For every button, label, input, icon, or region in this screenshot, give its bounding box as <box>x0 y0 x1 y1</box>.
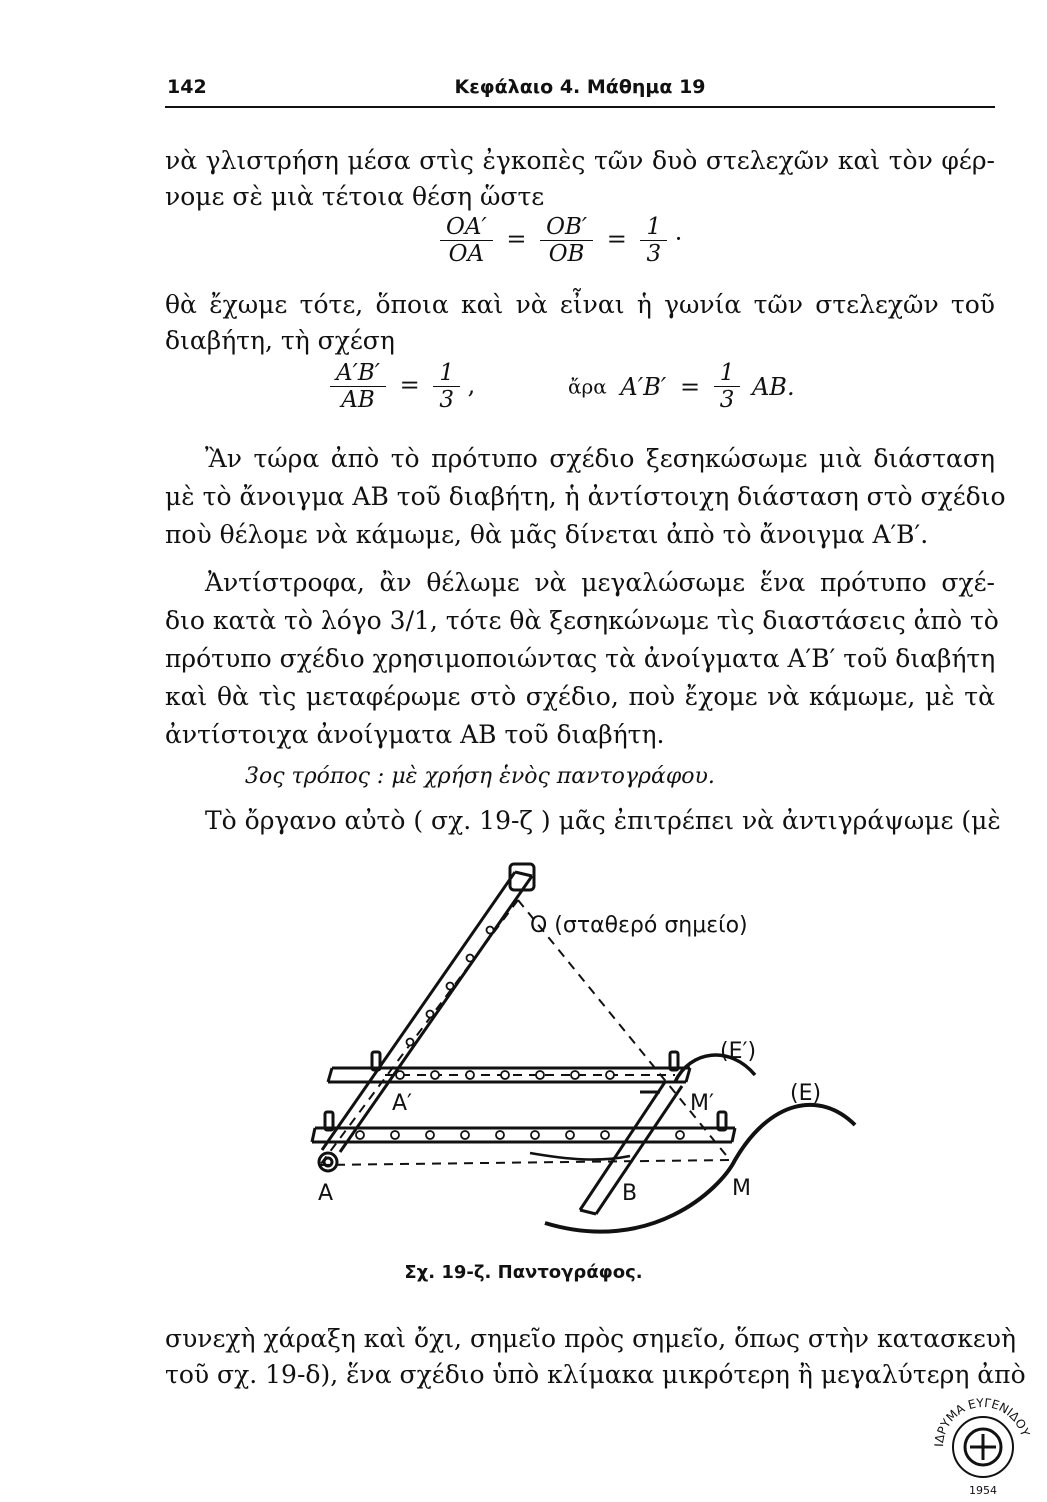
equation-ara: ἄρα A′B′ = $\frac{1}{3}$ AB. <box>568 360 795 413</box>
fraction-ob: $\frac{OB'}{OB}$ <box>540 214 593 267</box>
para3-line3: ποὺ θέλομε νὰ κάμωμε, θὰ μᾶς δίνεται ἀπὸ τὸ ἄνοιγμα A′B′. <box>165 520 929 549</box>
para1-line2: νομε σὲ μιὰ τέτοια θέση ὥστε <box>165 182 545 211</box>
para4-line5: ἀντίστοιχα ἀνοίγματα AB τοῦ διαβήτη. <box>165 720 665 749</box>
stamp-text: ΙΔΡΥΜΑ ΕΥΓΕΝΙΔΟΥ <box>931 1395 1033 1448</box>
label-o: O (σταθερό σημείο) <box>530 913 748 938</box>
label-a-prime: A′ <box>392 1091 413 1116</box>
label-e-prime: (E′) <box>720 1039 757 1064</box>
para4-line4: καὶ θὰ τὶς μεταφέρωμε στὸ σχέδιο, ποὺ ἔχομε νὰ κάμωμε, μὲ τὰ <box>165 682 995 711</box>
page-number: 142 <box>167 76 207 98</box>
para6-line1: συνεχὴ χάραξη καὶ ὄχι, σημεῖο πρὸς σημεῖο, ὅπως στὴν κατασκευὴ <box>165 1324 1016 1353</box>
dashed-line-a-m <box>320 1160 730 1165</box>
equation-ratio-o: $\frac{OA'}{OA}$ = $\frac{OB'}{OB}$ = $\frac{1}{3}$ · <box>440 214 682 267</box>
para3-line2: μὲ τὸ ἄνοιγμα AB τοῦ διαβήτη, ἡ ἀντίστοιχη διάσταση στὸ σχέδιο <box>165 482 1006 511</box>
fraction-oa: $\frac{OA'}{OA}$ <box>440 214 493 267</box>
para6-line2: τοῦ σχ. 19-δ), ἕνα σχέδιο ὑπὸ κλίμακα μικρότερη ἢ μεγαλύτερη ἀπὸ <box>165 1360 1026 1389</box>
chapter-title: Κεφάλαιο 4. Μάθημα 19 <box>454 76 706 98</box>
para3-line1: Ἂν τώρα ἀπὸ τὸ πρότυπο σχέδιο ξεσηκώσωμε μιὰ διάσταση <box>205 444 995 473</box>
pantograph-figure <box>300 860 860 1260</box>
label-m: M <box>732 1176 751 1201</box>
label-e: (E) <box>790 1081 822 1106</box>
para4-line3: πρότυπο σχέδιο χρησιμοποιώντας τὰ ἀνοίγματα A′B′ τοῦ διαβήτη <box>165 644 996 673</box>
page-header <box>165 70 995 108</box>
para4-line2: διο κατὰ τὸ λόγο 3/1, τότε θὰ ξεσηκώνωμε τὶς διαστάσεις ἀπὸ τὸ <box>165 606 999 635</box>
stamp-year: 1954 <box>969 1484 997 1497</box>
fraction-one-third-b: $\frac{1}{3}$ <box>433 360 460 413</box>
figure-caption: Σχ. 19-ζ. Παντογράφος. <box>404 1262 643 1283</box>
foundation-stamp <box>928 1392 1038 1502</box>
label-m-prime: M′ <box>690 1091 714 1116</box>
method-subheading: 3ος τρόπος : μὲ χρήση ἑνὸς παντογράφου. <box>245 764 715 789</box>
label-a: A <box>318 1181 334 1206</box>
lower-bar <box>312 1128 735 1142</box>
para2-line1: θὰ ἔχωμε τότε, ὅποια καὶ νὰ εἶναι ἡ γωνία τῶν στελεχῶν τοῦ <box>165 290 995 319</box>
equation-ab-ratio: $\frac{A'B'}{AB}$ = $\frac{1}{3}$ , <box>330 360 475 413</box>
fraction-one-third: $\frac{1}{3}$ <box>640 214 667 267</box>
para2-line2: διαβήτη, τὴ σχέση <box>165 326 395 355</box>
fraction-one-third-c: $\frac{1}{3}$ <box>714 360 741 413</box>
para4-line1: Ἀντίστροφα, ἂν θέλωμε νὰ μεγαλώσωμε ἕνα πρότυπο σχέ- <box>205 568 995 597</box>
label-b: B <box>622 1181 638 1206</box>
para5-line1: Τὸ ὄργανο αὐτὸ ( σχ. 19-ζ ) μᾶς ἐπιτρέπει νὰ ἀντιγράψωμε (μὲ <box>205 806 1001 835</box>
fraction-a-prime-b-prime: $\frac{A'B'}{AB}$ <box>330 360 386 413</box>
para1-line1: νὰ γλιστρήση μέσα στὶς ἐγκοπὲς τῶν δυὸ στελεχῶν καὶ τὸν φέρ- <box>165 146 995 175</box>
dashed-line-o-m <box>518 900 730 1160</box>
